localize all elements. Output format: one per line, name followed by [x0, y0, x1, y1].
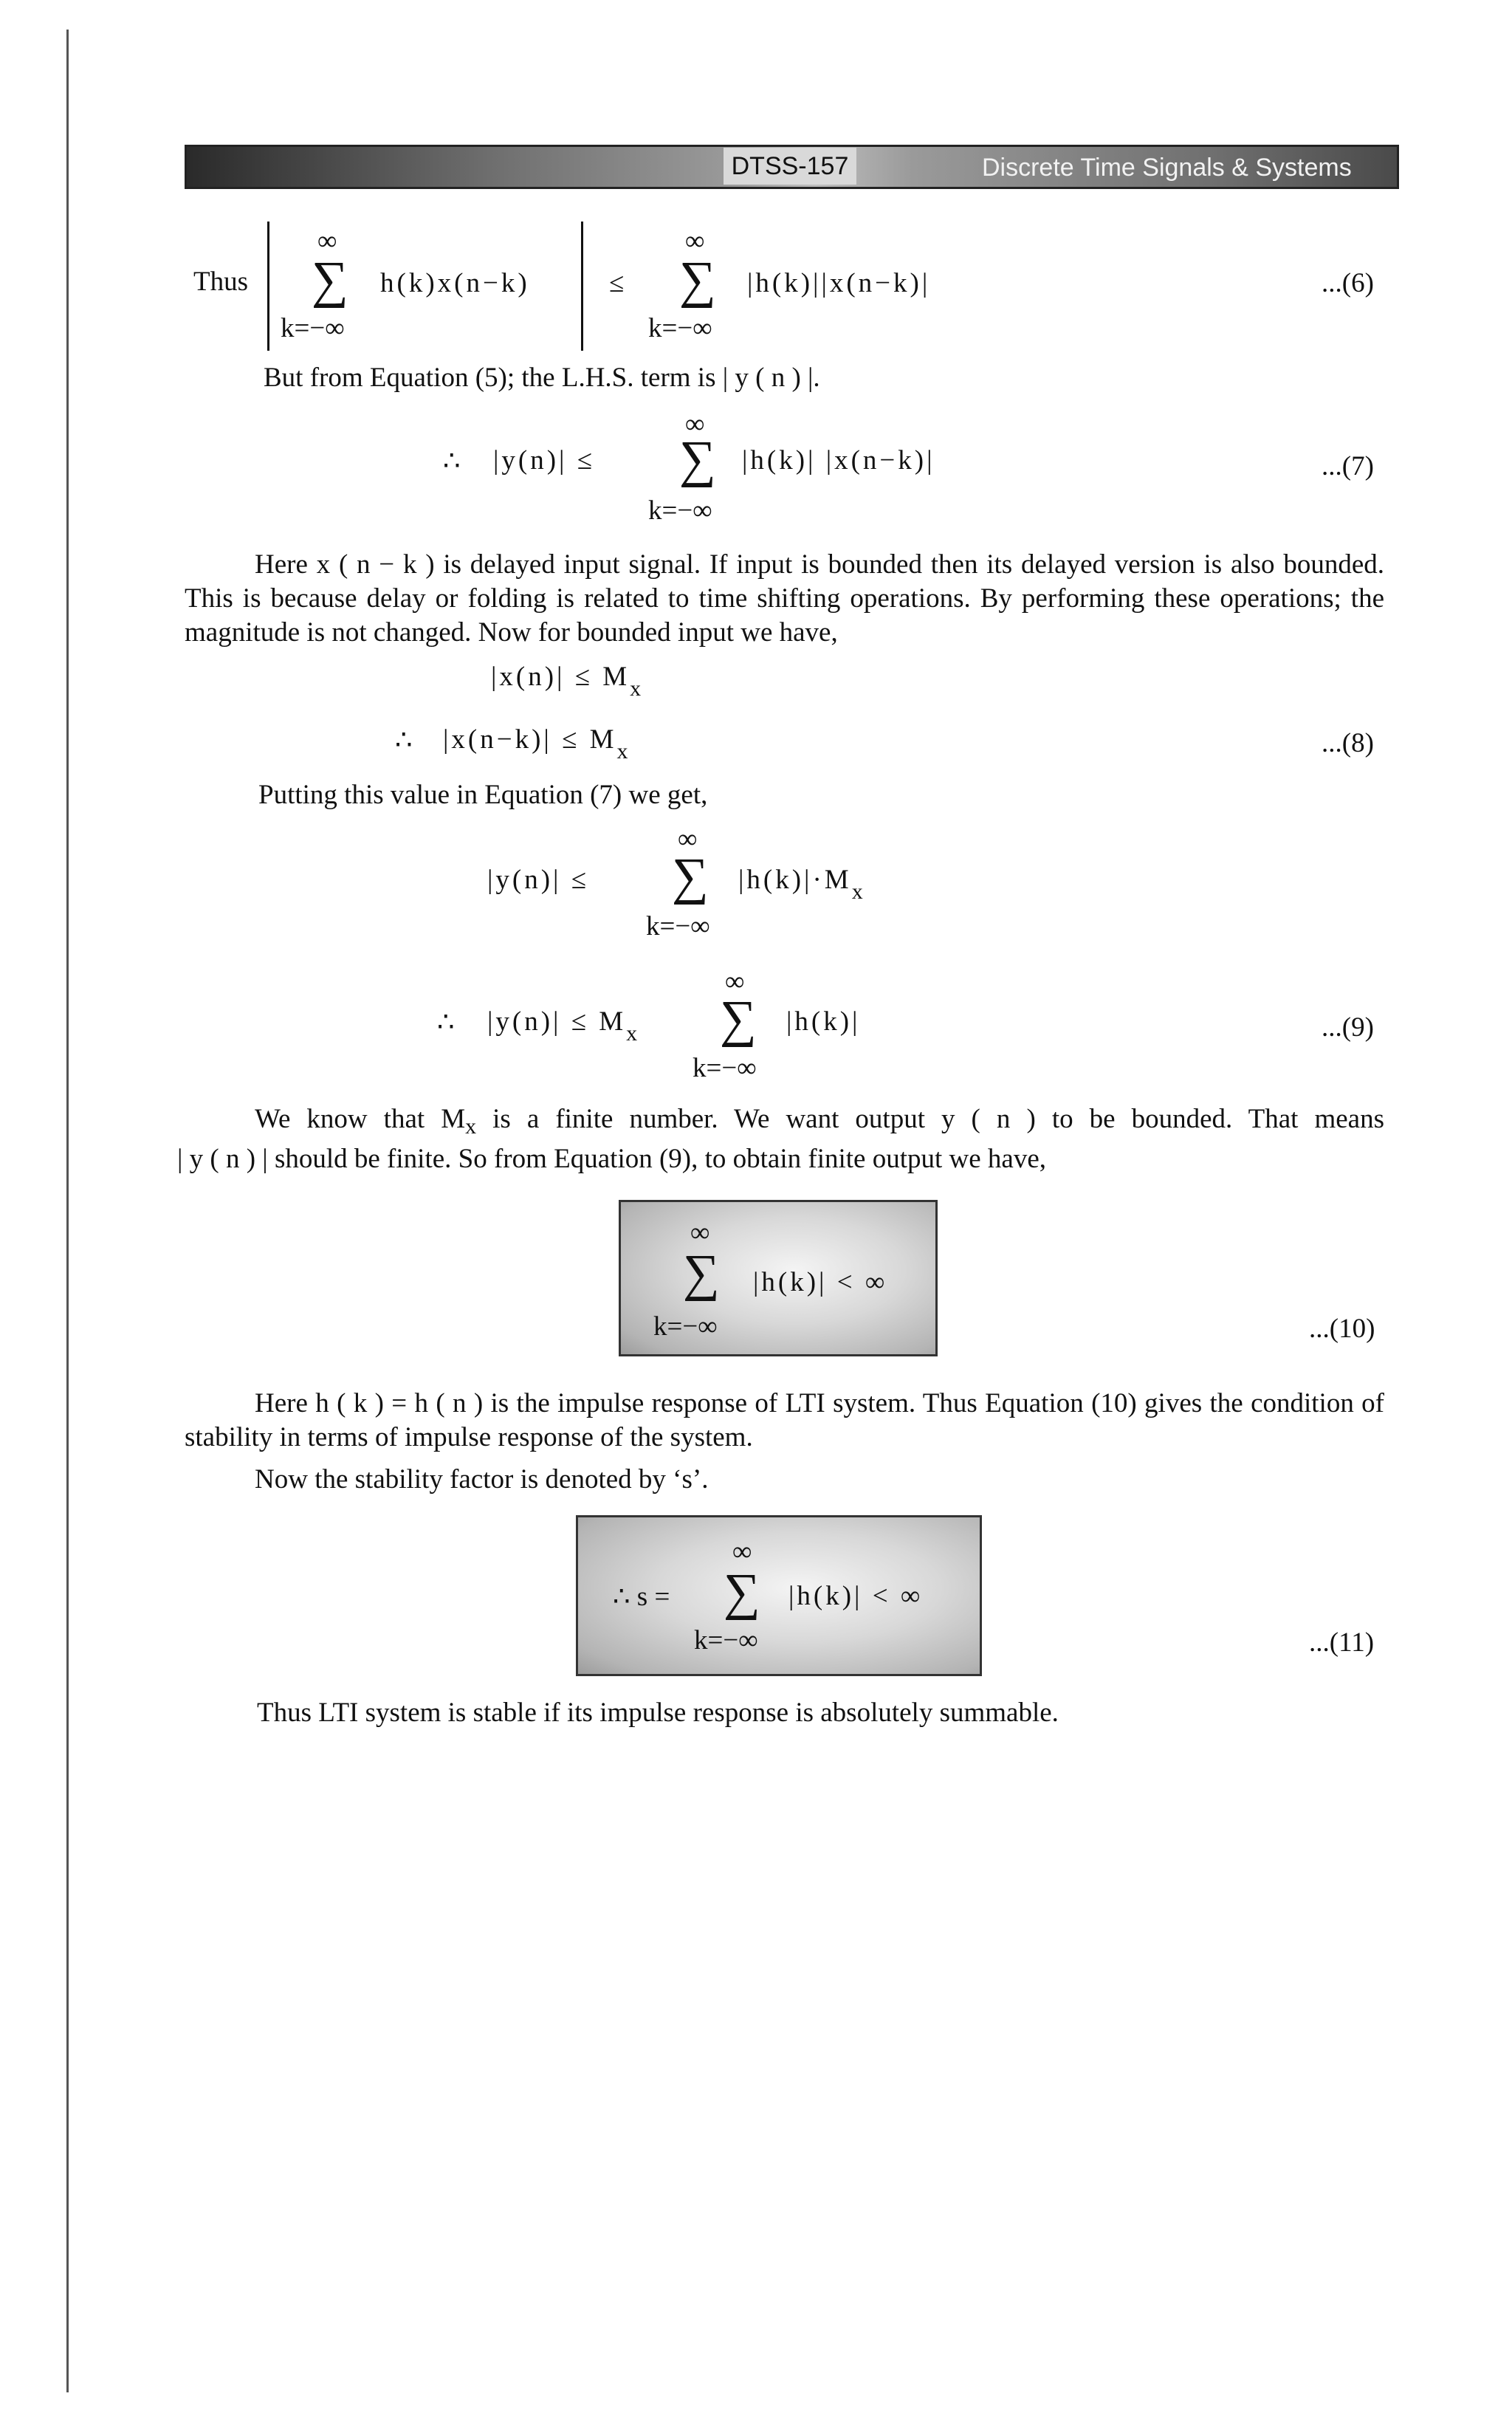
eq8a-lhs: |x(n)| ≤ M	[491, 662, 630, 692]
eq9-lhs-wrap	[487, 1006, 638, 1046]
text-conclusion: Thus LTI system is stable if its impulse response is absolutely summable.	[257, 1698, 1059, 1728]
text-stability-factor: Now the stability factor is denoted by ‘s’.	[255, 1464, 709, 1495]
eq6-rhs-term: |h(k)||x(n−k)|	[747, 268, 931, 298]
eq10-term: |h(k)| < ∞	[753, 1267, 888, 1297]
page-edge-line	[66, 30, 69, 2392]
eq8-expression	[443, 724, 628, 763]
eq9-subscript: x	[626, 1021, 638, 1046]
paragraph-impulse-response: Here h ( k ) = h ( n ) is the impulse response of LTI system. Thus Equation (10) gives the condition of stability in terms of impulse response of the system.	[185, 1388, 1384, 1452]
para4-b: is a finite number. We want output y ( n ) to be bounded. That means	[476, 1104, 1385, 1134]
eq10-number: ...(10)	[1309, 1314, 1375, 1344]
paragraph-finite-output	[177, 1100, 1385, 1178]
eq8-number: ...(8)	[1322, 728, 1374, 758]
eq6-relation: ≤	[609, 268, 625, 298]
para4-line2: | y ( n ) | should be finite. So from Equation (9), to obtain finite output we have,	[177, 1144, 1047, 1174]
eq7-therefore: ∴	[443, 446, 461, 476]
eq10-upper-limit: ∞	[690, 1218, 710, 1248]
eq11-sigma: ∑	[724, 1564, 760, 1621]
eq6-lead: Thus	[193, 267, 248, 297]
eq9a-lhs: |y(n)| ≤	[487, 865, 590, 895]
eq7-number: ...(7)	[1322, 451, 1374, 481]
eq8-lhs: |x(n−k)| ≤ M	[443, 724, 617, 755]
eq9-lower-limit: k=−∞	[693, 1053, 757, 1083]
eq9-therefore: ∴	[437, 1007, 455, 1037]
eq8-therefore: ∴	[395, 725, 413, 755]
paragraph-finite-output-line1	[185, 1100, 1384, 1140]
para4-a: We know that M	[255, 1104, 466, 1134]
eq11-number: ...(11)	[1309, 1627, 1375, 1658]
eq9a-lower-limit: k=−∞	[646, 911, 710, 941]
text-lhs-note: But from Equation (5); the L.H.S. term is | y ( n ) |.	[264, 363, 820, 393]
eq7-lower-limit: k=−∞	[648, 495, 712, 526]
header-title: Discrete Time Signals & Systems	[982, 154, 1352, 182]
para4-subscript: x	[465, 1114, 477, 1139]
eq9a-sigma: ∑	[672, 848, 709, 905]
text-putting-value: Putting this value in Equation (7) we get,	[258, 780, 708, 810]
eq8a	[491, 661, 642, 701]
header-code: DTSS-157	[724, 148, 856, 185]
eq6-number: ...(6)	[1322, 268, 1374, 298]
eq10-sigma: ∑	[683, 1245, 720, 1302]
eq6-lhs-term: h(k)x(n−k)	[380, 268, 530, 298]
eq6-abs-bar-left	[267, 222, 269, 351]
eq7-term: |h(k)| |x(n−k)|	[742, 445, 935, 476]
eq9-sigma: ∑	[720, 991, 757, 1048]
eq6-lhs-lower-limit: k=−∞	[281, 313, 345, 343]
eq6-rhs-upper-limit: ∞	[685, 226, 705, 256]
eq9-number: ...(9)	[1322, 1012, 1374, 1043]
eq9-lhs: |y(n)| ≤ M	[487, 1006, 627, 1037]
eq6-lhs-upper-limit: ∞	[317, 226, 337, 256]
eq8a-subscript: x	[630, 676, 642, 701]
eq6-rhs-sigma: ∑	[679, 252, 716, 309]
eq11-upper-limit: ∞	[732, 1537, 752, 1567]
eq9a-term: |h(k)|·M	[738, 865, 852, 895]
eq6-lhs-sigma: ∑	[312, 252, 348, 309]
eq6-abs-bar-right	[581, 222, 583, 351]
eq10-lower-limit: k=−∞	[653, 1311, 718, 1342]
eq6-rhs-lower-limit: k=−∞	[648, 313, 712, 343]
eq8-subscript: x	[616, 739, 628, 763]
eq9a-term-wrap	[738, 864, 863, 904]
eq9a-upper-limit: ∞	[678, 824, 698, 854]
eq9a-subscript: x	[851, 879, 863, 904]
eq11-lhs: ∴ s =	[613, 1582, 670, 1612]
eq11-term: |h(k)| < ∞	[788, 1581, 924, 1611]
eq7-upper-limit: ∞	[685, 409, 705, 439]
eq7-sigma: ∑	[679, 431, 716, 488]
eq7-lhs: |y(n)| ≤	[493, 445, 596, 476]
eq9-upper-limit: ∞	[725, 967, 745, 997]
paragraph-delayed-input: Here x ( n − k ) is delayed input signal. If input is bounded then its delayed version is also bounded. This is because delay or folding is related to time shifting operations. By performing these operations; the magnitude is not changed. Now for bounded input we have,	[185, 549, 1384, 648]
eq11-lower-limit: k=−∞	[694, 1625, 758, 1655]
eq9-term: |h(k)|	[786, 1006, 861, 1037]
